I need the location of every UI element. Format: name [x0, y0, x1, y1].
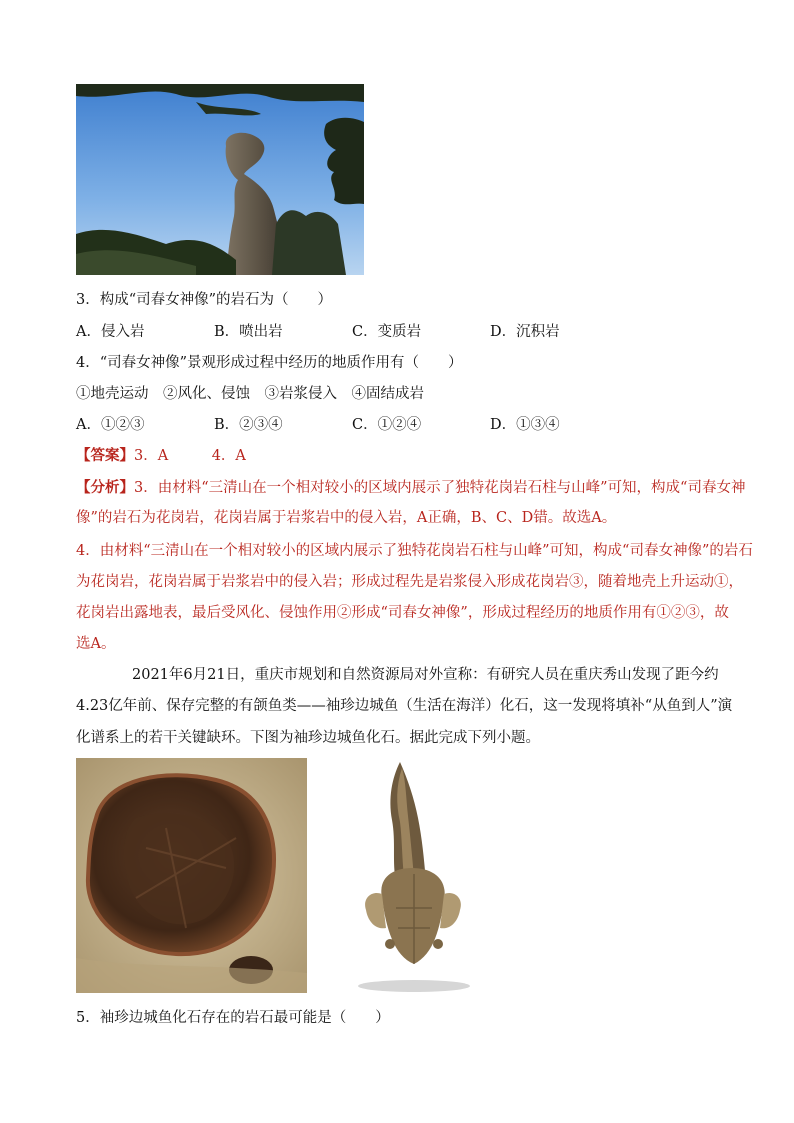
analysis-line-3: 4．由材料“三清山在一个相对较小的区域内展示了独特花岗岩石柱与山峰”可知，构成“司春女神像”的岩石: [76, 543, 753, 559]
passage-line-3: 化谱系上的若干关键缺环。下图为袖珍边城鱼化石。据此完成下列小题。: [76, 730, 540, 746]
analysis-line-6: 选A。: [76, 636, 116, 652]
analysis-line-2: 像”的岩石为花岗岩，花岗岩属于岩浆岩中的侵入岩，A正确，B、C、D错。故选A。: [76, 510, 617, 526]
analysis-line-1: [76, 478, 745, 498]
fish-reconstruction-illustration: [352, 758, 472, 994]
q3-option-b: B．喷出岩: [214, 324, 283, 340]
passage-line-1: 2021年6月21日，重庆市规划和自然资源局对外宣称：有研究人员在重庆秀山发现了距今约: [132, 667, 719, 683]
q4-option-a: A．①②③: [76, 417, 145, 433]
answer-block: [76, 446, 246, 466]
analysis-line-5: 花岗岩出露地表，最后受风化、侵蚀作用②形成“司春女神像”，形成过程经历的地质作用有①②③，故: [76, 605, 729, 621]
q4-option-b: B．②③④: [214, 417, 283, 433]
question-4-items: ①地壳运动 ②风化、侵蚀 ③岩浆侵入 ④固结成岩: [76, 386, 424, 402]
question-4-stem: 4．“司春女神像”景观形成过程中经历的地质作用有（ ）: [76, 355, 463, 371]
goddess-rock-photo: [76, 84, 364, 275]
question-5-stem: 5．袖珍边城鱼化石存在的岩石最可能是（ ）: [76, 1010, 390, 1026]
analysis-text-1: 3．由材料“三清山在一个相对较小的区域内展示了独特花岗岩石柱与山峰”可知，构成“司春女神: [134, 480, 746, 496]
analysis-line-4: 为花岗岩，花岗岩属于岩浆岩中的侵入岩；形成过程先是岩浆侵入形成花岗岩③，随着地壳上升运动①，: [76, 574, 743, 590]
question-3-stem: 3．构成“司春女神像”的岩石为（ ）: [76, 292, 333, 308]
answer-text: 3．A 4．A: [134, 448, 246, 464]
q3-option-a: A．侵入岩: [76, 324, 145, 340]
q4-option-d: D．①③④: [490, 417, 560, 433]
q3-option-c: C．变质岩: [352, 324, 422, 340]
answer-label: 【答案】: [76, 447, 134, 464]
analysis-label: 【分析】: [76, 479, 134, 496]
passage-line-2: 4.23亿年前、保存完整的有颌鱼类——袖珍边城鱼（生活在海洋）化石，这一发现将填补“从鱼到人”演: [76, 698, 733, 714]
q4-option-c: C．①②④: [352, 417, 422, 433]
fish-fossil-photo: [76, 758, 307, 993]
q3-option-d: D．沉积岩: [490, 324, 560, 340]
